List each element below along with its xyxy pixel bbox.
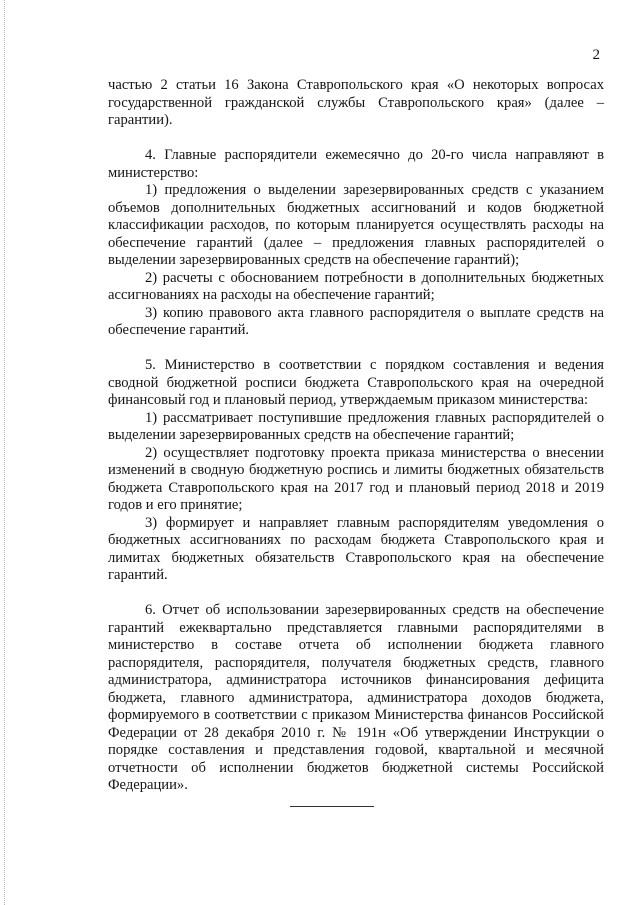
paragraph-section-6: 6. Отчет об использовании зарезервированных средств на обеспечение гарантий ежеквартально представляется главными распорядителями в министерство в составе отчета об исполнении бюджета главного распорядителя, распорядителя, получателя бюджетных средств, главного администратора, администратора источников финансирования дефицита бюджета, главного администратора, администратора доходов бюджета, формируемого в соответствии с приказом Министерства финансов Российской Федерации от 28 декабря 2010 г. № 191н «Об утверждении Инструкции о порядке составления и представления годовой, квартальной и месячной отчетности об исполнении бюджетов бюджетной системы Российской Федерации».: [108, 602, 604, 793]
page-number: 2: [592, 47, 600, 63]
end-of-document-line: [290, 806, 374, 807]
paragraph-section-5-item-2: 2) осуществляет подготовку проекта приказа министерства о внесении изменений в сводную бюджетную роспись и лимиты бюджетных обязательств бюджета Ставропольского края на 2017 год и плановый период 2018 и 2019 годов и его принятие;: [108, 444, 604, 513]
paragraph-section-4-item-1: 1) предложения о выделении зарезервированных средств с указанием объемов дополнительных бюджетных ассигнований и кодов бюджетной классификации расходов, по которым планируется осуществлять расходы на обеспечение гарантий (далее – предложения главных распорядителей о выделении зарезервированных средств на обеспечение гарантий);: [108, 182, 604, 268]
paragraph-section-4-item-2: 2) расчеты с обоснованием потребности в дополнительных бюджетных ассигнованиях на расходы на обеспечение гарантий;: [108, 269, 604, 303]
document-body: [108, 77, 604, 795]
scan-edge-marks: [4, 0, 5, 905]
paragraph-section-5-item-1: 1) рассматривает поступившие предложения главных распорядителей о выделении зарезервированных средств на обеспечение гарантий;: [108, 409, 604, 443]
paragraph-section-5: 5. Министерство в соответствии с порядком составления и ведения сводной бюджетной росписи бюджета Ставропольского края на очередной финансовый год и плановый период, утверждаемым приказом министерства:: [108, 357, 604, 408]
paragraph-section-5-item-3: 3) формирует и направляет главным распорядителям уведомления о бюджетных ассигнованиях по расходам бюджета Ставропольского края и лимитах бюджетных обязательств Ставропольского края на обеспечение гарантий.: [108, 514, 604, 583]
paragraph-section-4: 4. Главные распорядители ежемесячно до 20-го числа направляют в министерство:: [108, 147, 604, 181]
paragraph-section-4-item-3: 3) копию правового акта главного распорядителя о выплате средств на обеспечение гарантий.: [108, 304, 604, 338]
paragraph-continuation: частью 2 статьи 16 Закона Ставропольского края «О некоторых вопросах государственной гражданской службы Ставропольского края» (далее – гарантии).: [108, 77, 604, 128]
